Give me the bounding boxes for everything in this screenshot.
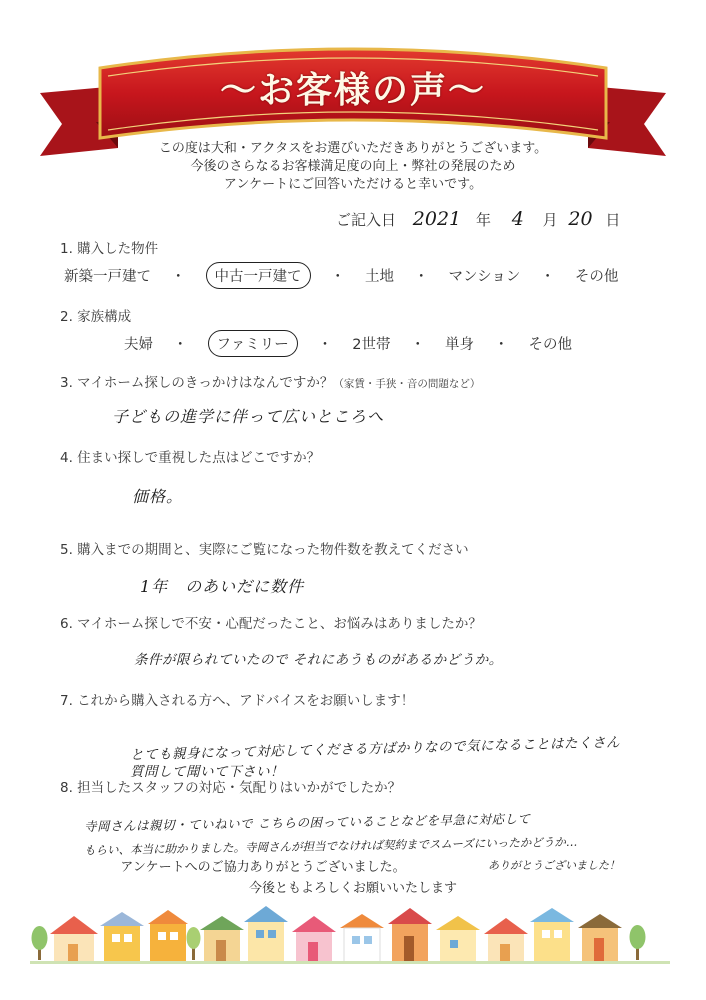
question-7-label: 7. これから購入される方へ、アドバイスをお願いします！: [60, 693, 415, 709]
date-month-unit: 月: [542, 211, 558, 229]
option-family-selected: ファミリー: [208, 330, 298, 357]
date-year-unit: 年: [475, 211, 491, 229]
question-3-text: 3. マイホーム探しのきっかけはなんですか？: [60, 375, 334, 391]
tree-icon: [630, 925, 646, 960]
option-new-house: 新築一戸建て: [64, 269, 151, 285]
question-1-options: 新築一戸建て ・ 中古一戸建て ・ 土地 ・ マンション ・ その他: [64, 262, 618, 289]
house-icon: [100, 912, 144, 962]
answer-5: 1年 のあいだに数件: [140, 577, 305, 596]
intro-text: [0, 140, 706, 194]
date-year: 2021: [412, 208, 462, 230]
page-title: 〜お客様の声〜: [219, 70, 486, 111]
question-2-label: 2. 家族構成: [60, 309, 132, 325]
option-other: その他: [528, 337, 572, 353]
houses-illustration: [30, 904, 670, 964]
answer-6: 条件が限られていたので それにあうものがあるかどうか。: [134, 652, 503, 668]
answer-3: 子どもの進学に伴って広いところへ: [112, 407, 385, 426]
date-label: ご記入日: [336, 211, 397, 229]
house-icon: [436, 916, 480, 962]
option-single: 単身: [444, 337, 474, 353]
date-day-unit: 日: [605, 211, 621, 229]
tree-icon: [187, 927, 201, 960]
closing-line-1: アンケートへのご協力ありがとうございました。: [120, 860, 406, 875]
question-5-label: 5. 購入までの期間と、実際にご覧になった物件数を教えてください: [60, 542, 469, 558]
question-8-label: 8. 担当したスタッフの対応・気配りはいかがでしたか？: [60, 780, 402, 796]
closing-line-2: 今後ともよろしくお願いいたします: [248, 881, 457, 896]
house-icon: [200, 916, 244, 962]
house-icon: [148, 910, 188, 962]
question-1-label: 1. 購入した物件: [60, 241, 159, 257]
house-icon: [484, 918, 528, 962]
intro-line: 今後のさらなるお客様満足度の向上・弊社の発展のため: [190, 159, 516, 174]
question-3-note: （家賃・手狭・音の問題など）: [333, 378, 481, 390]
answer-7-line-1: とても親身になって対応してくださる方ばかりなので気になることはたくさん: [129, 734, 621, 764]
option-couple: 夫婦: [124, 337, 153, 353]
question-6-label: 6. マイホーム探しで不安・心配だったこと、お悩みはありましたか？: [60, 616, 482, 632]
intro-line: この度は大和・アクタスをお選びいただきありがとうございます。: [158, 141, 548, 156]
tree-icon: [32, 926, 48, 960]
question-2-options: 夫婦 ・ ファミリー ・ 2世帯 ・ 単身 ・ その他: [124, 330, 572, 357]
date-day: 20: [568, 208, 593, 230]
house-icon: [292, 916, 336, 962]
answer-4: 価格。: [132, 487, 184, 506]
date-month: 4: [511, 208, 524, 230]
question-3-label: [60, 371, 480, 391]
entry-date: [336, 208, 676, 230]
option-mansion: マンション: [448, 269, 521, 285]
answer-8-line-2: もらい、本当に助かりました。寺岡さんが担当でなければ契約までスムーズにいったかどうか…: [83, 834, 578, 858]
house-icon: [244, 906, 288, 962]
answer-7-line-2: 質問して聞いて下さい！: [130, 764, 284, 780]
house-icon: [340, 914, 384, 962]
answer-8-line-1: 寺岡さんは親切・ていねいで こちらの困っていることなどを早急に対応して: [83, 811, 531, 834]
answer-8-line-3: ありがとうございました！: [488, 859, 620, 872]
house-icon: [578, 914, 622, 962]
option-other: その他: [574, 269, 619, 285]
option-two-generation: 2世帯: [352, 337, 391, 353]
house-icon: [530, 908, 574, 962]
question-4-label: 4. 住まい探しで重視した点はどこですか？: [60, 450, 321, 466]
house-icon: [388, 908, 432, 962]
option-used-house-selected: 中古一戸建て: [206, 262, 311, 289]
option-land: 土地: [365, 269, 394, 285]
house-icon: [50, 916, 98, 962]
intro-line: アンケートにご回答いただけると幸いです。: [223, 177, 483, 192]
